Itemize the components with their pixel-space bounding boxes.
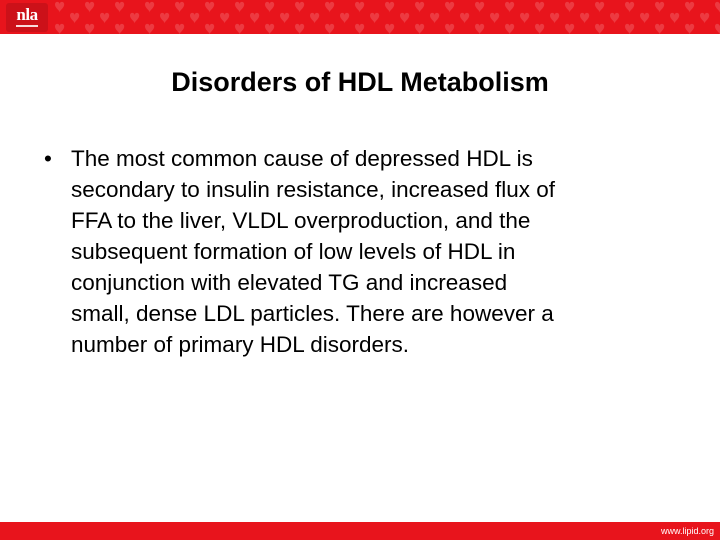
header-banner: [0, 0, 720, 34]
bullet-line: secondary to insulin resistance, increased flux of: [71, 177, 556, 202]
bullet-line: subsequent formation of low levels of HDL in: [71, 239, 516, 264]
nla-logo: [6, 3, 48, 32]
footer-url: www.lipid.org: [660, 526, 714, 536]
bullet-item: [44, 143, 704, 360]
footer-bar: [0, 522, 720, 540]
bullet-line: small, dense LDL particles. There are however a: [71, 301, 554, 326]
logo-text: nla: [16, 5, 38, 24]
logo-underline: [16, 25, 38, 27]
bullet-line: FFA to the liver, VLDL overproduction, and the: [71, 208, 531, 233]
slide-title: Disorders of HDL Metabolism: [171, 67, 549, 97]
bullet-line: conjunction with elevated TG and increased: [71, 270, 508, 295]
bullet-list: [44, 143, 704, 360]
bullet-line: number of primary HDL disorders.: [71, 332, 410, 357]
heart-pattern-background: [0, 0, 720, 34]
bullet-icon: •: [44, 146, 52, 171]
bullet-line: The most common cause of depressed HDL is: [71, 146, 533, 171]
